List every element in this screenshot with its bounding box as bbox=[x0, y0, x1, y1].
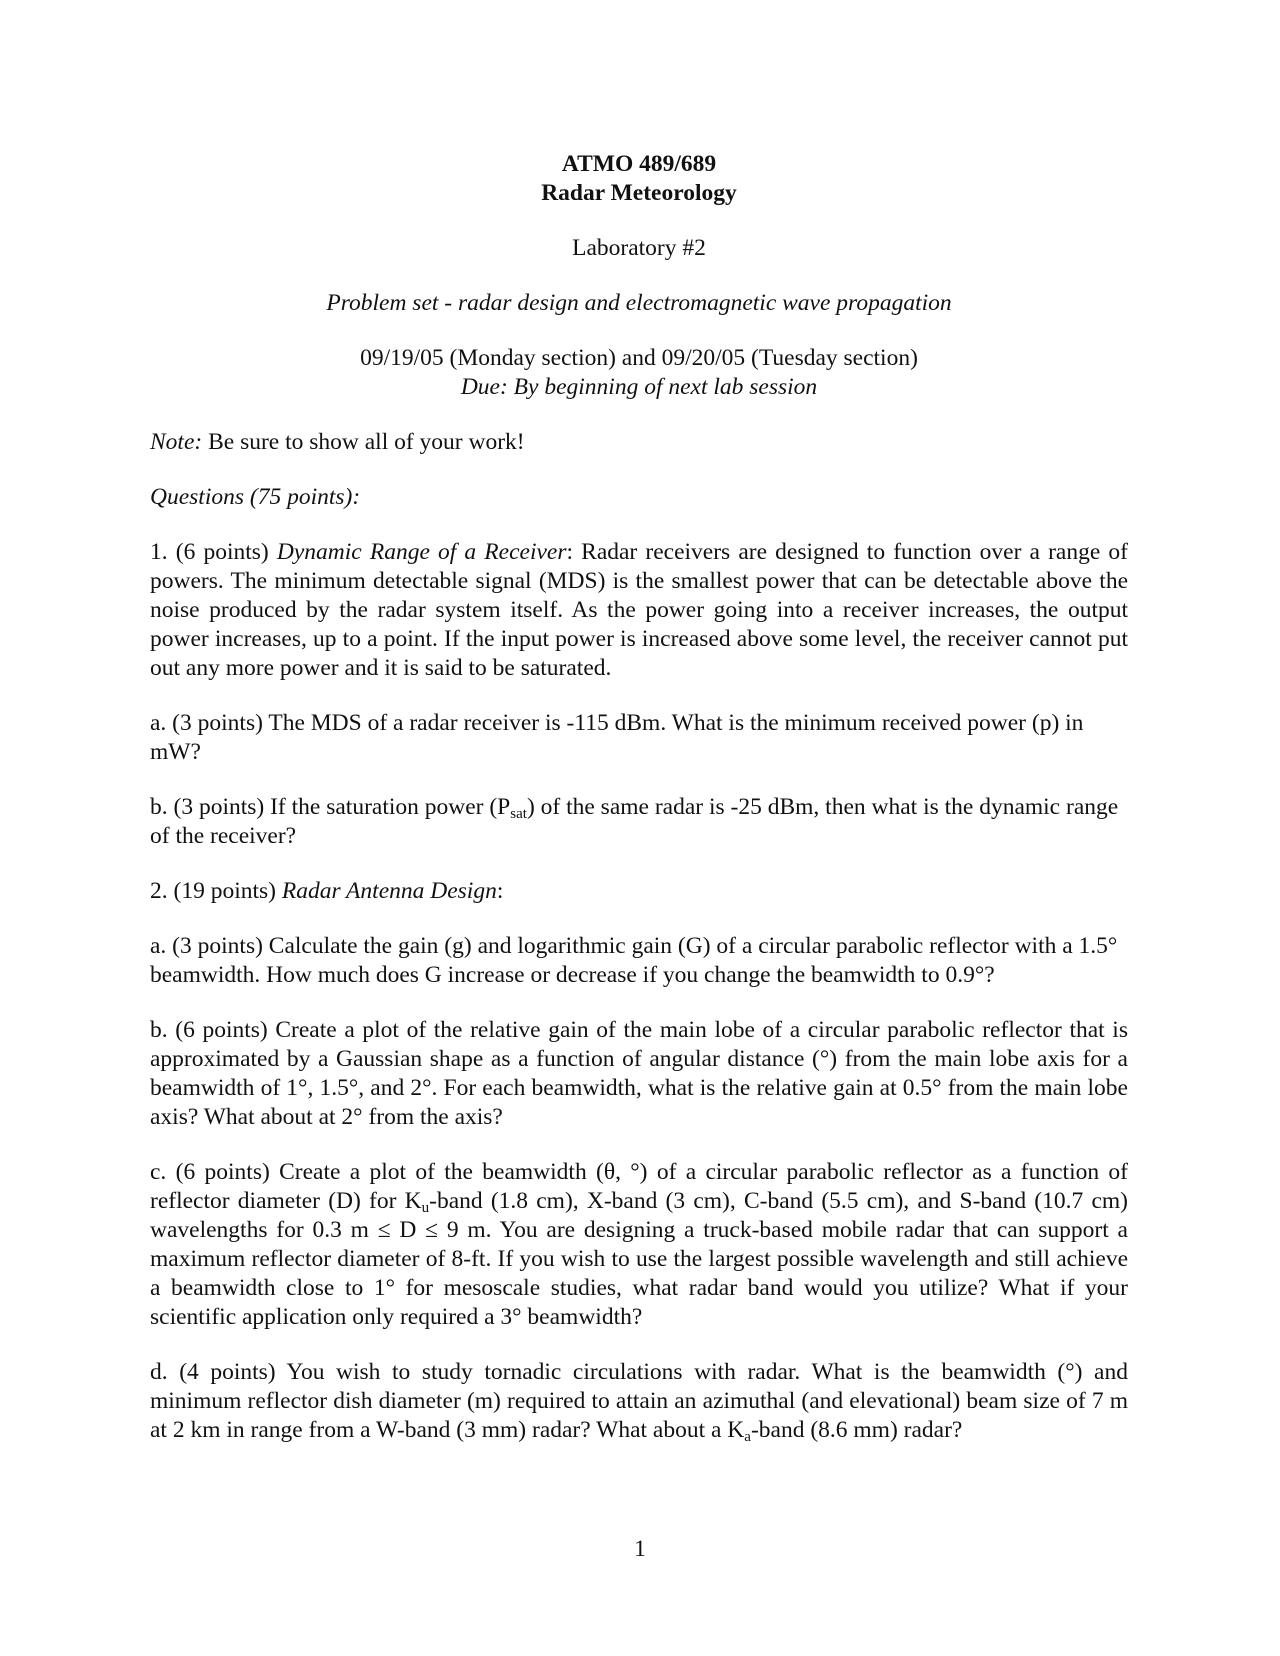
question-2 bbox=[150, 877, 1128, 906]
q2d-text-pre: d. (4 points) You wish to study tornadic circulations with radar. What is the beamwidth (°) and minimum reflector dish diameter (m) required to attain an azimuthal (and elevational) beam size of 7 m at 2 km in range from a W-band (3 mm) radar? What about a K bbox=[150, 1359, 1128, 1443]
q1b-subscript: sat bbox=[510, 806, 527, 822]
note-label: Note: bbox=[150, 429, 203, 455]
question-2a: a. (3 points) Calculate the gain (g) and logarithmic gain (G) of a circular parabolic reflector with a 1.5° beamwidth. How much does G increase or decrease if you change the beamwidth to 0.9°? bbox=[150, 933, 1118, 988]
q2c-text-post: -band (1.8 cm), X-band (3 cm), C-band (5.5 cm), and S-band (10.7 cm) wavelengths for 0.3 m ≤ D ≤ 9 m. You are designing a truck-based mobile radar that can support a maximum reflector diameter of 8-ft. If you wish to use the largest possible wavelength and still achieve a beamwidth close to 1° for mesoscale studies, what radar band would you utilize? What if your scientific application only required a 3° beamwidth? bbox=[150, 1188, 1128, 1330]
q2d-subscript: a bbox=[744, 1429, 751, 1445]
question-2d bbox=[150, 1358, 1128, 1445]
question-1 bbox=[150, 538, 1128, 683]
q1b-text-pre: b. (3 points) If the saturation power (P bbox=[150, 794, 511, 820]
q1b-text-post: ) of the same radar is -25 dBm, then what is the dynamic range of the receiver? bbox=[150, 794, 1119, 849]
note-line bbox=[150, 428, 1128, 457]
question-2c bbox=[150, 1158, 1128, 1332]
question-1a: a. (3 points) The MDS of a radar receiver is -115 dBm. What is the minimum received power (p) in mW? bbox=[150, 710, 1084, 765]
lab-dates: 09/19/05 (Monday section) and 09/20/05 (Tuesday section) bbox=[360, 345, 918, 371]
q1-body: : Radar receivers are designed to function over a range of powers. The minimum detectable signal (MDS) is the smallest power that can be detectable above the noise produced by the radar system itself. As the power going into a receiver increases, the output power increases, up to a point. If the input power is increased above some level, the receiver cannot put out any more power and it is said to be saturated. bbox=[150, 539, 1128, 681]
questions-heading: Questions (75 points): bbox=[150, 484, 361, 510]
note-text: Be sure to show all of your work! bbox=[202, 429, 525, 455]
q2-colon: : bbox=[496, 878, 504, 904]
q1-title: Dynamic Range of a Receiver bbox=[276, 539, 567, 565]
q2d-text-post: -band (8.6 mm) radar? bbox=[750, 1417, 963, 1443]
question-1b bbox=[150, 793, 1128, 851]
q2-number: 2. (19 points) bbox=[150, 878, 282, 904]
document-page bbox=[150, 150, 1128, 1445]
lab-topic: Problem set - radar design and electromagnetic wave propagation bbox=[326, 290, 952, 316]
q2c-text-pre: c. (6 points) Create a plot of the beamwidth (θ, °) of a circular parabolic reflector as a function of reflector diameter (D) for K bbox=[150, 1159, 1128, 1214]
course-title: ATMO 489/689 bbox=[561, 151, 717, 177]
question-2b: b. (6 points) Create a plot of the relative gain of the main lobe of a circular parabolic reflector that is approximated by a Gaussian shape as a function of angular distance (°) from the main lobe axis for a beamwidth of 1°, 1.5°, and 2°. For each beamwidth, what is the relative gain at 0.5° from the main lobe axis? What about at 2° from the axis? bbox=[150, 1017, 1128, 1130]
course-subject: Radar Meteorology bbox=[541, 180, 737, 206]
page-number: 1 bbox=[634, 1536, 646, 1562]
q2-title: Radar Antenna Design bbox=[281, 878, 497, 904]
q2c-subscript: u bbox=[421, 1200, 430, 1216]
lab-title: Laboratory #2 bbox=[572, 235, 706, 261]
q1-number: 1. (6 points) bbox=[150, 539, 277, 565]
due-line: Due: By beginning of next lab session bbox=[460, 374, 818, 400]
